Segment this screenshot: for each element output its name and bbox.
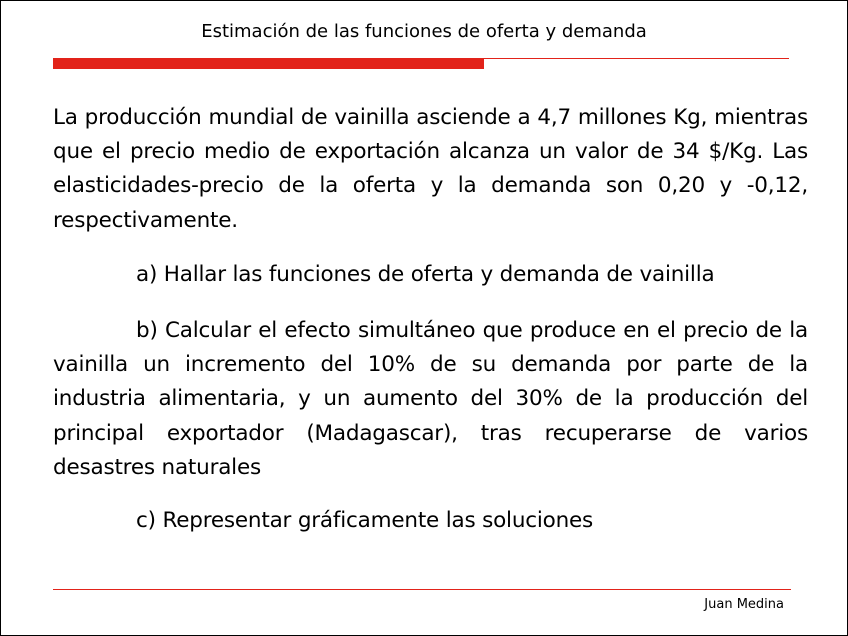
item-b: b) Calcular el efecto simultáneo que produce en el precio de la vainilla un incremento del 10% de su demanda por parte de la industria alimentaria, y un aumento del 30% de la producción del principal exportador (Madagascar), tras recuperarse de varios desastres naturales bbox=[53, 318, 808, 480]
title-underline-thin bbox=[484, 58, 789, 59]
author-label: Juan Medina bbox=[704, 597, 784, 612]
slide-title: Estimación de las funciones de oferta y demanda bbox=[201, 21, 647, 42]
item-a: a) Hallar las funciones de oferta y demanda de vainilla bbox=[136, 262, 715, 287]
item-c: c) Representar gráficamente las soluciones bbox=[136, 508, 594, 533]
intro-paragraph: La producción mundial de vainilla asciende a 4,7 millones Kg, mientras que el precio medio de exportación alcanza un valor de 34 $/Kg. Las elasticidades-precio de la oferta y la demanda son 0,20 y -0,12, respectivamente. bbox=[53, 105, 808, 233]
footer-divider bbox=[53, 589, 791, 590]
title-underline-thick bbox=[53, 58, 484, 69]
